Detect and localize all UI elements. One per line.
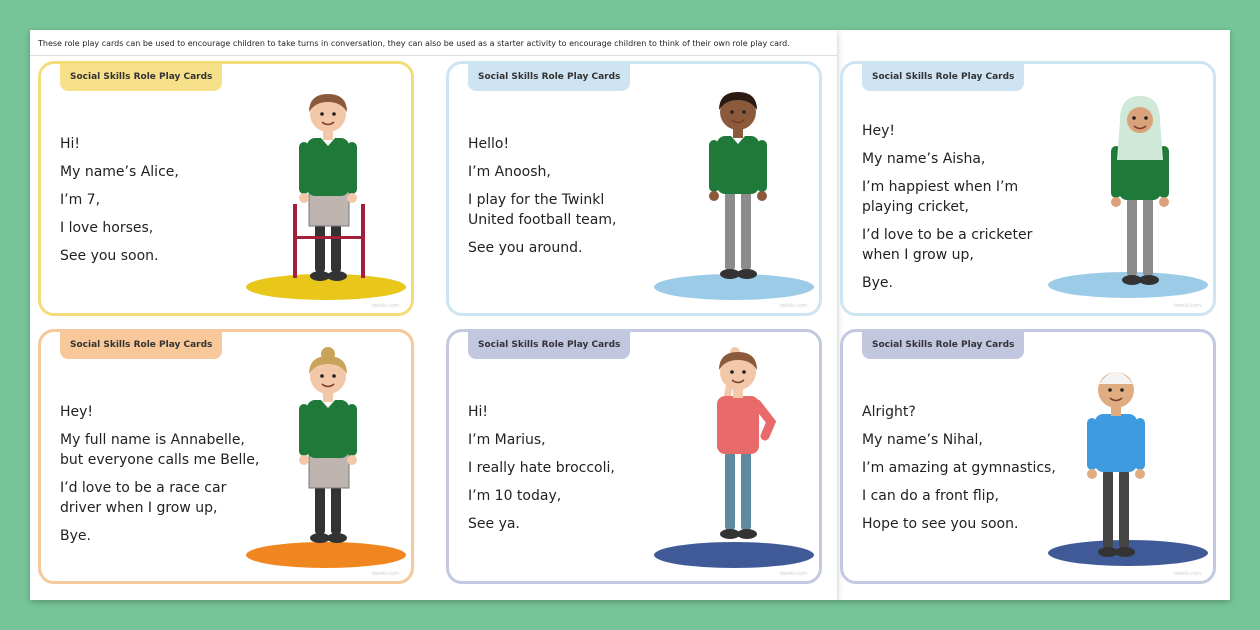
boy-patka-icon bbox=[1083, 362, 1153, 562]
role-play-card bbox=[38, 329, 414, 584]
watermark: twinkl.com bbox=[371, 571, 399, 577]
boy-standing-icon bbox=[705, 84, 775, 284]
card-title-tag: Social Skills Role Play Cards bbox=[468, 332, 630, 359]
dialogue-line: See you soon. bbox=[60, 248, 159, 264]
dialogue-line: Hey! bbox=[60, 404, 94, 420]
dialogue-line: I’m 7, bbox=[60, 192, 101, 208]
girl-standing-icon bbox=[295, 348, 365, 548]
role-play-card bbox=[840, 329, 1216, 584]
dialogue-line: I love horses, bbox=[60, 220, 154, 236]
card-dialogue bbox=[468, 402, 678, 542]
card-dialogue bbox=[60, 402, 270, 554]
dialogue-line: Alright? bbox=[862, 404, 916, 420]
dialogue-line: I really hate broccoli, bbox=[468, 460, 615, 476]
card-dialogue bbox=[60, 134, 270, 274]
dialogue-line: Hello! bbox=[468, 136, 510, 152]
role-play-card bbox=[446, 329, 822, 584]
dialogue-line: Bye. bbox=[862, 275, 893, 291]
role-play-card bbox=[446, 61, 822, 316]
card-title-tag: Social Skills Role Play Cards bbox=[60, 64, 222, 91]
card-dialogue bbox=[862, 402, 1072, 542]
dialogue-line: Hi! bbox=[60, 136, 81, 152]
dialogue-line: My name’s Aisha, bbox=[862, 151, 986, 167]
dialogue-line: See ya. bbox=[468, 516, 520, 532]
girl-hijab-icon bbox=[1107, 90, 1177, 290]
role-play-card bbox=[38, 61, 414, 316]
card-title-tag: Social Skills Role Play Cards bbox=[60, 332, 222, 359]
boy-cheering-icon bbox=[705, 344, 775, 544]
dialogue-line: My name’s Alice, bbox=[60, 164, 179, 180]
card-dialogue bbox=[468, 134, 678, 266]
intro-text: These role play cards can be used to encourage children to take turns in conversation, they can also be used as a starter activity to encourage children to think of their own role play card. bbox=[38, 39, 790, 48]
watermark: twinkl.com bbox=[779, 303, 807, 309]
dialogue-line: Hi! bbox=[468, 404, 489, 420]
watermark: twinkl.com bbox=[1173, 571, 1201, 577]
floor-shadow bbox=[654, 542, 814, 568]
dialogue-line: My name’s Nihal, bbox=[862, 432, 983, 448]
child-with-walker-icon bbox=[295, 86, 365, 286]
card-title-tag: Social Skills Role Play Cards bbox=[862, 64, 1024, 91]
dialogue-line: Hey! bbox=[862, 123, 896, 139]
role-play-card bbox=[840, 61, 1216, 316]
card-title-tag: Social Skills Role Play Cards bbox=[862, 332, 1024, 359]
dialogue-line: I can do a front flip, bbox=[862, 488, 999, 504]
dialogue-line: My full name is Annabelle, but everyone calls me Belle, bbox=[60, 432, 260, 468]
dialogue-line: Hope to see you soon. bbox=[862, 516, 1019, 532]
dialogue-line: I’m amazing at gymnastics, bbox=[862, 460, 1056, 476]
card-title-tag: Social Skills Role Play Cards bbox=[468, 64, 630, 91]
dialogue-line: I’m 10 today, bbox=[468, 488, 562, 504]
dialogue-line: Bye. bbox=[60, 528, 91, 544]
dialogue-line: I’d love to be a cricketer when I grow up, bbox=[862, 227, 1033, 263]
dialogue-line: I play for the Twinkl United football team, bbox=[468, 192, 617, 228]
dialogue-line: I’d love to be a race car driver when I grow up, bbox=[60, 480, 227, 516]
watermark: twinkl.com bbox=[1173, 303, 1201, 309]
watermark: twinkl.com bbox=[779, 571, 807, 577]
dialogue-line: I’m Anoosh, bbox=[468, 164, 551, 180]
dialogue-line: I’m Marius, bbox=[468, 432, 546, 448]
dialogue-line: See you around. bbox=[468, 240, 583, 256]
watermark: twinkl.com bbox=[371, 303, 399, 309]
card-dialogue bbox=[862, 121, 1072, 301]
dialogue-line: I’m happiest when I’m playing cricket, bbox=[862, 179, 1019, 215]
divider bbox=[30, 55, 837, 56]
